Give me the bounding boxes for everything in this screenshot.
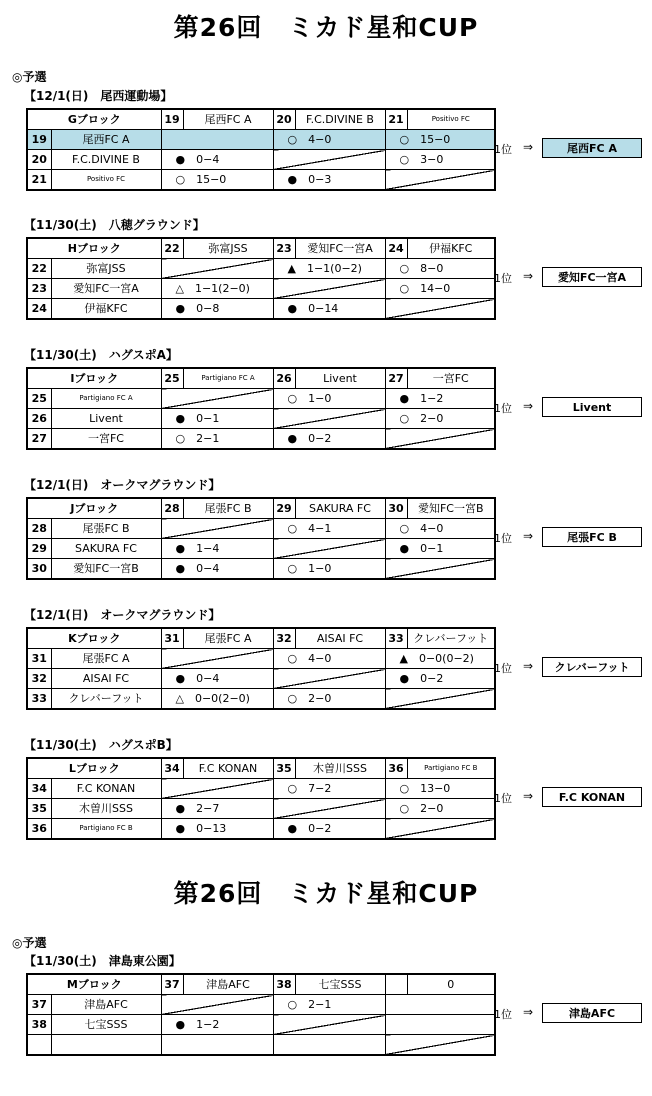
team-header-name: 弥富JSS — [183, 238, 273, 259]
header-row — [27, 238, 495, 259]
team-header-name: SAKURA FC — [295, 498, 385, 519]
table-row — [27, 130, 495, 150]
result-cell: ● 1−2 — [161, 1015, 273, 1035]
team-number: 35 — [27, 799, 51, 819]
diagonal-cell — [385, 299, 495, 320]
table-row — [27, 649, 495, 669]
result-cell: ● 0−4 — [161, 150, 273, 170]
result-cell: ○ 1−0 — [273, 389, 385, 409]
prelim-label: ◎予選 — [12, 70, 47, 84]
table-row — [27, 779, 495, 799]
team-number: 19 — [27, 130, 51, 150]
page-title: 第26回 ミカド星和CUP — [173, 13, 479, 42]
block-name: Mブロック — [27, 974, 161, 995]
venue-label: 【11/30(土) ハグスポA】 — [24, 348, 178, 362]
rank-label: 1位 — [494, 662, 512, 675]
team-number: 26 — [27, 409, 51, 429]
winner-box: 愛知FC一宮A — [542, 267, 642, 287]
venue-label: 【12/1(日) 尾西運動場】 — [24, 89, 173, 103]
rank-label: 1位 — [494, 532, 512, 545]
team-number: 30 — [27, 559, 51, 580]
header-row — [27, 109, 495, 130]
team-header-name: 尾張FC B — [183, 498, 273, 519]
team-name: 七宝SSS — [51, 1015, 161, 1035]
result-cell: ● 0−4 — [161, 559, 273, 580]
team-number: 31 — [161, 628, 183, 649]
header-row — [27, 498, 495, 519]
team-name: 一宮FC — [51, 429, 161, 450]
result-cell: ▲ 1−1(0−2) — [273, 259, 385, 279]
result-cell: ● 0−2 — [385, 669, 495, 689]
result-cell: ● 0−8 — [161, 299, 273, 320]
result-cell: ○ 2−0 — [385, 799, 495, 819]
diagonal-cell — [385, 689, 495, 710]
diagonal-cell — [273, 799, 385, 819]
team-name: Partigiano FC B — [51, 819, 161, 840]
result-cell: ○ 14−0 — [385, 279, 495, 299]
table-row — [27, 409, 495, 429]
venue-label: 【11/30(土) 八穂グラウンド】 — [24, 218, 205, 232]
team-number: 22 — [27, 259, 51, 279]
team-name: 尾西FC A — [51, 130, 161, 150]
block-name: Lブロック — [27, 758, 161, 779]
result-cell — [385, 995, 495, 1015]
team-number — [385, 974, 407, 995]
table-row — [27, 1015, 495, 1035]
team-name: 尾張FC A — [51, 649, 161, 669]
team-number: 23 — [273, 238, 295, 259]
team-number: 37 — [27, 995, 51, 1015]
table-row — [27, 259, 495, 279]
rank-label: 1位 — [494, 272, 512, 285]
table-row — [27, 689, 495, 710]
team-name: Positivo FC — [51, 170, 161, 191]
result-cell: ○ 13−0 — [385, 779, 495, 799]
result-cell: ● 0−14 — [273, 299, 385, 320]
table-row — [27, 429, 495, 450]
result-cell: △ 0−0(2−0) — [161, 689, 273, 710]
rank-label: 1位 — [494, 1008, 512, 1021]
team-header-name: 一宮FC — [407, 368, 495, 389]
result-cell: ▲ 0−0(0−2) — [385, 649, 495, 669]
result-cell: ● 1−2 — [385, 389, 495, 409]
team-number: 36 — [385, 758, 407, 779]
table-row — [27, 799, 495, 819]
team-number: 23 — [27, 279, 51, 299]
diagonal-cell — [161, 519, 273, 539]
table-row — [27, 1035, 495, 1056]
team-number: 28 — [27, 519, 51, 539]
block-name: Iブロック — [27, 368, 161, 389]
league-table — [26, 367, 496, 450]
diagonal-cell — [273, 279, 385, 299]
team-name: F.C KONAN — [51, 779, 161, 799]
page-title: 第26回 ミカド星和CUP — [173, 879, 479, 908]
diagonal-cell — [273, 1015, 385, 1035]
result-cell: ○ 1−0 — [273, 559, 385, 580]
arrow-icon: ⇒ — [523, 140, 534, 154]
team-number: 31 — [27, 649, 51, 669]
team-name: AISAI FC — [51, 669, 161, 689]
result-cell: ○ 8−0 — [385, 259, 495, 279]
arrow-icon: ⇒ — [523, 789, 534, 803]
team-number: 34 — [161, 758, 183, 779]
winner-box: 尾張FC B — [542, 527, 642, 547]
team-number: 33 — [27, 689, 51, 710]
table-row — [27, 669, 495, 689]
result-cell: ● 1−4 — [161, 539, 273, 559]
arrow-icon: ⇒ — [523, 399, 534, 413]
result-cell: ○ 2−0 — [273, 689, 385, 710]
diagonal-cell — [161, 649, 273, 669]
block-name: Hブロック — [27, 238, 161, 259]
diagonal-cell — [273, 669, 385, 689]
result-cell: ○ 7−2 — [273, 779, 385, 799]
team-number: 27 — [385, 368, 407, 389]
table-row — [27, 559, 495, 580]
result-cell: ○ 15−0 — [385, 130, 495, 150]
diagonal-cell — [385, 429, 495, 450]
team-header-name: クレバーフット — [407, 628, 495, 649]
result-cell: ○ 4−0 — [273, 130, 385, 150]
result-cell: △ 1−1(2−0) — [161, 279, 273, 299]
result-cell: ○ 4−0 — [385, 519, 495, 539]
result-cell: ○ 2−1 — [273, 995, 385, 1015]
team-header-name: 津島AFC — [183, 974, 273, 995]
team-number: 24 — [27, 299, 51, 320]
team-number: 29 — [273, 498, 295, 519]
team-number: 34 — [27, 779, 51, 799]
team-number: 33 — [385, 628, 407, 649]
team-name — [51, 1035, 161, 1056]
team-header-name: Livent — [295, 368, 385, 389]
league-table — [26, 108, 496, 191]
team-header-name: Partigiano FC B — [407, 758, 495, 779]
team-name: Partigiano FC A — [51, 389, 161, 409]
diagonal-cell — [161, 995, 273, 1015]
team-number: 37 — [161, 974, 183, 995]
venue-label: 【11/30(土) ハグスポB】 — [24, 738, 178, 752]
team-name: F.C.DIVINE B — [51, 150, 161, 170]
table-row — [27, 819, 495, 840]
team-header-name: 伊福KFC — [407, 238, 495, 259]
diagonal-cell — [161, 259, 273, 279]
diagonal-cell — [385, 170, 495, 191]
winner-box: クレバーフット — [542, 657, 642, 677]
diagonal-cell — [385, 819, 495, 840]
league-table — [26, 627, 496, 710]
team-name: 津島AFC — [51, 995, 161, 1015]
team-name: 木曽川SSS — [51, 799, 161, 819]
league-table — [26, 757, 496, 840]
result-cell: ○ 4−1 — [273, 519, 385, 539]
team-header-name: Positivo FC — [407, 109, 495, 130]
team-header-name: AISAI FC — [295, 628, 385, 649]
result-cell: ○ 15−0 — [161, 170, 273, 191]
team-number: 25 — [161, 368, 183, 389]
team-number: 32 — [273, 628, 295, 649]
team-number: 27 — [27, 429, 51, 450]
team-header-name: Partigiano FC A — [183, 368, 273, 389]
table-row — [27, 279, 495, 299]
table-row — [27, 539, 495, 559]
team-header-name: F.C KONAN — [183, 758, 273, 779]
team-number: 36 — [27, 819, 51, 840]
team-header-name: 尾西FC A — [183, 109, 273, 130]
team-number: 21 — [27, 170, 51, 191]
table-row — [27, 170, 495, 191]
team-number: 38 — [27, 1015, 51, 1035]
rank-label: 1位 — [494, 792, 512, 805]
diagonal-cell — [161, 130, 273, 150]
diagonal-cell — [161, 779, 273, 799]
league-table — [26, 237, 496, 320]
team-number: 20 — [27, 150, 51, 170]
result-cell: ○ 3−0 — [385, 150, 495, 170]
team-number: 25 — [27, 389, 51, 409]
result-cell: ● 0−4 — [161, 669, 273, 689]
table-row — [27, 299, 495, 320]
team-number: 26 — [273, 368, 295, 389]
team-number: 24 — [385, 238, 407, 259]
table-row — [27, 389, 495, 409]
result-cell: ○ 2−1 — [161, 429, 273, 450]
team-name: クレバーフット — [51, 689, 161, 710]
diagonal-cell — [385, 559, 495, 580]
team-name: 伊福KFC — [51, 299, 161, 320]
result-cell: ● 0−3 — [273, 170, 385, 191]
team-name: 弥富JSS — [51, 259, 161, 279]
result-cell: ○ 4−0 — [273, 649, 385, 669]
diagonal-cell — [273, 150, 385, 170]
table-row — [27, 519, 495, 539]
team-header-name: 尾張FC A — [183, 628, 273, 649]
block-name: Kブロック — [27, 628, 161, 649]
winner-box: 津島AFC — [542, 1003, 642, 1023]
team-header-name: 木曽川SSS — [295, 758, 385, 779]
team-header-name: 愛知FC一宮A — [295, 238, 385, 259]
diagonal-cell — [161, 389, 273, 409]
team-name: 愛知FC一宮B — [51, 559, 161, 580]
venue-label: 【12/1(日) オークマグラウンド】 — [24, 478, 221, 492]
table-row — [27, 150, 495, 170]
team-number: 20 — [273, 109, 295, 130]
team-number: 32 — [27, 669, 51, 689]
team-number: 30 — [385, 498, 407, 519]
prelim-label: ◎予選 — [12, 936, 47, 950]
team-number — [27, 1035, 51, 1056]
diagonal-cell — [273, 539, 385, 559]
diagonal-cell — [385, 1035, 495, 1056]
block-name: Jブロック — [27, 498, 161, 519]
header-row — [27, 758, 495, 779]
venue-label: 【11/30(土) 津島東公園】 — [24, 954, 181, 968]
header-row — [27, 368, 495, 389]
arrow-icon: ⇒ — [523, 659, 534, 673]
venue-label: 【12/1(日) オークマグラウンド】 — [24, 608, 221, 622]
winner-box: 尾西FC A — [542, 138, 642, 158]
result-cell: ● 0−2 — [273, 429, 385, 450]
team-name: Livent — [51, 409, 161, 429]
arrow-icon: ⇒ — [523, 529, 534, 543]
block-name: Gブロック — [27, 109, 161, 130]
team-header-name: F.C.DIVINE B — [295, 109, 385, 130]
team-header-name: 七宝SSS — [295, 974, 385, 995]
result-cell: ○ 2−0 — [385, 409, 495, 429]
team-number: 21 — [385, 109, 407, 130]
result-cell: ● 2−7 — [161, 799, 273, 819]
header-row — [27, 628, 495, 649]
result-cell — [385, 1015, 495, 1035]
rank-label: 1位 — [494, 402, 512, 415]
team-header-name: 愛知FC一宮B — [407, 498, 495, 519]
winner-box: F.C KONAN — [542, 787, 642, 807]
result-cell: ● 0−13 — [161, 819, 273, 840]
rank-label: 1位 — [494, 143, 512, 156]
arrow-icon: ⇒ — [523, 269, 534, 283]
table-row — [27, 995, 495, 1015]
team-number: 19 — [161, 109, 183, 130]
team-number: 35 — [273, 758, 295, 779]
team-number: 29 — [27, 539, 51, 559]
result-cell: ● 0−1 — [161, 409, 273, 429]
diagonal-cell — [273, 409, 385, 429]
result-cell — [273, 1035, 385, 1056]
result-cell: ● 0−2 — [273, 819, 385, 840]
team-name: SAKURA FC — [51, 539, 161, 559]
result-cell — [161, 1035, 273, 1056]
team-name: 愛知FC一宮A — [51, 279, 161, 299]
result-cell: ● 0−1 — [385, 539, 495, 559]
winner-box: Livent — [542, 397, 642, 417]
team-header-name: 0 — [407, 974, 495, 995]
league-table — [26, 497, 496, 580]
team-number: 22 — [161, 238, 183, 259]
header-row — [27, 974, 495, 995]
team-number: 28 — [161, 498, 183, 519]
league-table — [26, 973, 496, 1056]
arrow-icon: ⇒ — [523, 1005, 534, 1019]
team-number: 38 — [273, 974, 295, 995]
team-name: 尾張FC B — [51, 519, 161, 539]
